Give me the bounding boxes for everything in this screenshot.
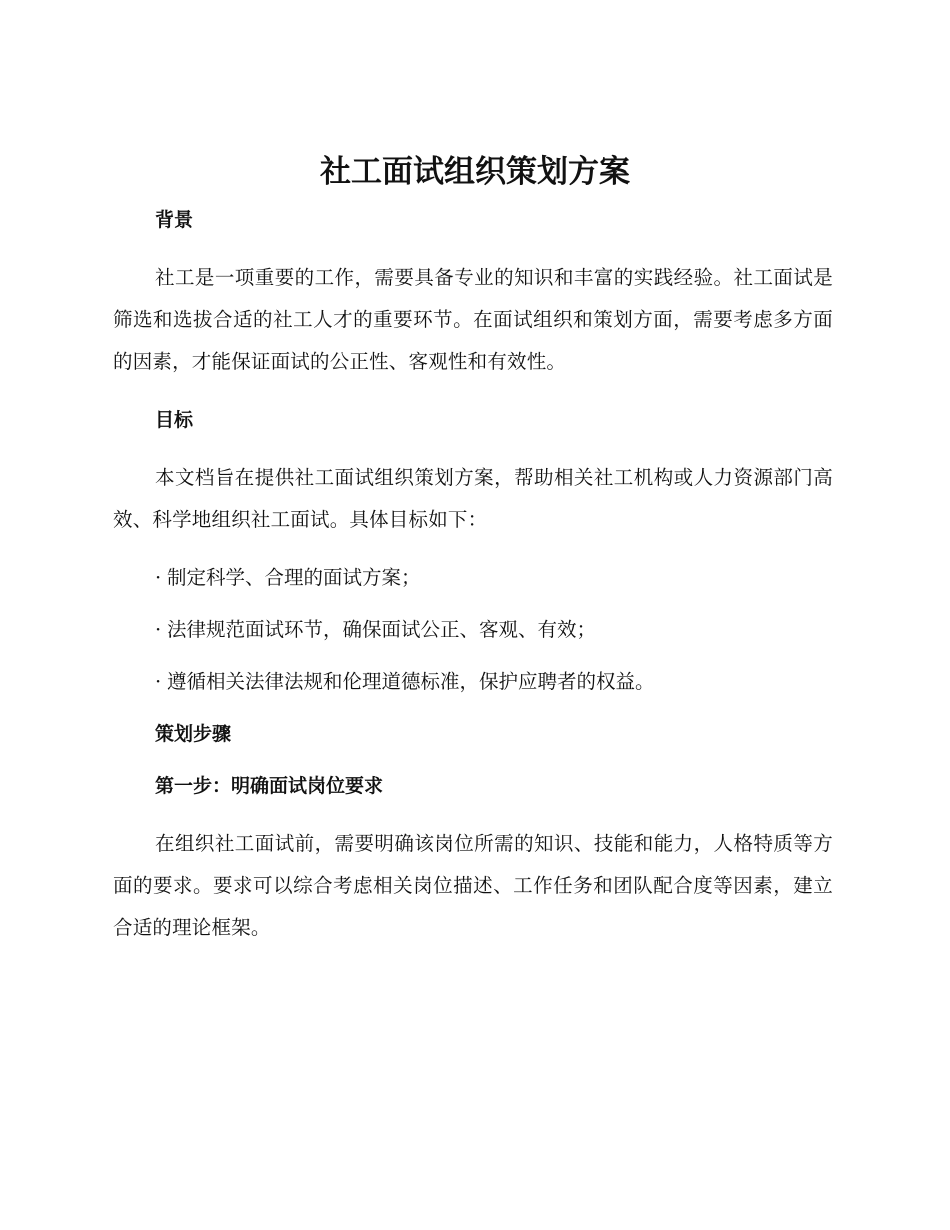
bullet-mark: ·: [155, 670, 162, 693]
goal-bullet-item: [113, 667, 833, 697]
section-heading-goals: 目标: [155, 409, 194, 431]
section-heading-background: 背景: [155, 209, 194, 231]
document-body: [113, 205, 833, 949]
bullet-mark: ·: [155, 618, 162, 641]
goal-bullet-text: 制定科学、合理的面试方案；: [167, 566, 421, 589]
document-title: 社工面试组织策划方案: [320, 154, 630, 190]
goal-bullet-item: [113, 615, 833, 645]
step1-heading: 第一步：明确面试岗位要求: [155, 775, 384, 797]
goal-bullet-text: 遵循相关法律法规和伦理道德标准，保护应聘者的权益。: [167, 670, 655, 693]
bullet-mark: ·: [155, 566, 162, 589]
goals-paragraph: 本文档旨在提供社工面试组织策划方案，帮助相关社工机构或人力资源部门高效、科学地组织社工面试。具体目标如下：: [113, 466, 833, 531]
section-heading-steps: 策划步骤: [155, 723, 232, 745]
background-paragraph: 社工是一项重要的工作，需要具备专业的知识和丰富的实践经验。社工面试是筛选和选拔合适的社工人才的重要环节。在面试组织和策划方面，需要考虑多方面的因素，才能保证面试的公正性、客观性和有效性。: [113, 266, 833, 373]
goal-bullet-item: [113, 563, 833, 593]
goal-bullet-text: 法律规范面试环节，确保面试公正、客观、有效；: [167, 618, 597, 641]
step1-paragraph: 在组织社工面试前，需要明确该岗位所需的知识、技能和能力，人格特质等方面的要求。要求可以综合考虑相关岗位描述、工作任务和团队配合度等因素，建立合适的理论框架。: [113, 832, 833, 939]
